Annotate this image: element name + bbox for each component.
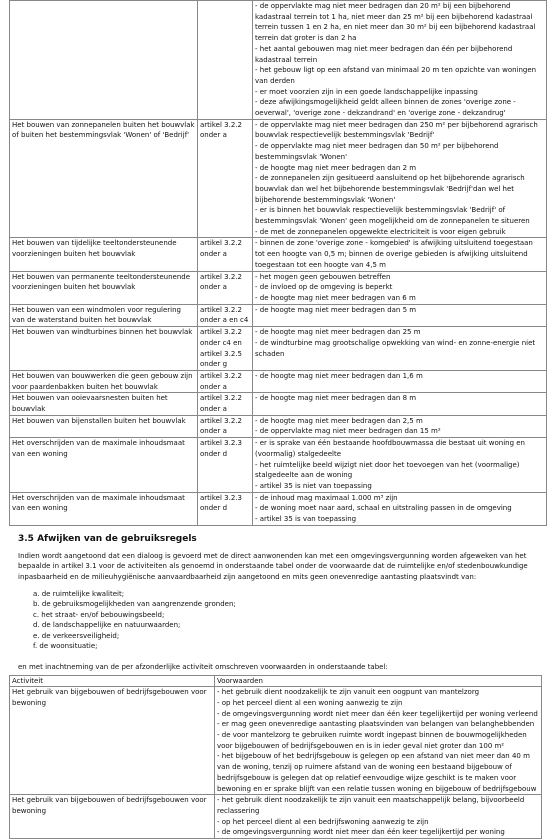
condition-line: - de omgevingsvergunning wordt niet meer dan één keer tegelijkertijd per woning [217,828,505,837]
criterion-item: a. de ruimtelijke kwaliteit; [33,589,125,598]
article-cell [198,1,253,120]
column-header-conditions: Voorwaarden [215,675,542,687]
condition-line: - artikel 35 is niet van toepassing [255,481,372,490]
condition-line: - de hoogte mag niet meer bedragen dan 25 m [255,328,421,337]
condition-line: - de hoogte mag niet meer bedragen dan 2,5 m [255,416,423,425]
criterion-item: c. het straat- en/of bebouwingsbeeld; [33,610,165,619]
activity-cell [10,1,198,120]
condition-line: - het mogen geen gebouwen betreffen [255,272,391,281]
activity-cell: Het bouwen van bouwwerken die geen gebouw zijn voor paardenbakken buiten het bouwvlak [10,370,198,392]
article-cell: artikel 3.2.2 onder a [198,271,253,304]
conditions-cell [253,238,547,271]
condition-line: - de windturbine mag grootschalige opwekking van wind- en zonne-energie niet schaden [255,338,536,358]
condition-line: - de omgevingsvergunning wordt niet meer dan één keer tegelijkertijd per woning verleend [217,709,538,718]
article-cell: artikel 3.2.3 onder d [198,492,253,525]
condition-line: - het gebruik dient noodzakelijk te zijn vanuit een oogpunt van mantelzorg [217,688,480,697]
criteria-list [0,589,544,652]
condition-line: - het bijgebouw of het bedrijfsgebouw is gelegen op een afstand van niet meer dan 40 m van de woning, tenzij op ruimere afstand van de woning een bestaand bijgebouw of bedrijfsgebouw is gelegen dat op relatief eenvoudige wijze geschikt is te maken voor bewoning en er sprake blijft van een relatie tussen woning en bijgebouw of bedrijfsgebouw [217,752,537,793]
condition-line: - de hoogte mag niet meer bedragen dan 1,6 m [255,371,423,380]
condition-line: - de met de zonnepanelen opgewekte electriciteit is voor eigen gebruik [255,227,506,236]
criterion-item: d. de landschappelijke en natuurwaarden; [33,621,181,630]
table-row [10,795,542,839]
activity-cell: Het overschrijden van de maximale inhoudsmaat van een woning [10,438,198,493]
table-row [10,304,547,326]
condition-line: - de hoogte mag niet meer bedragen van 6 m [255,293,416,302]
condition-line: - het gebruik dient noodzakelijk te zijn vanuit een maatschappelijk belang, bijvoorbeeld reclassering [217,796,525,815]
table-row [10,238,547,271]
condition-line: - er is binnen het bouwvlak respectievelijk bestemmingsvlak 'Bedrijf' of bestemmingsvlak 'Wonen' geen mogelijkheid om de zonnepanelen te situeren [255,206,530,226]
activity-cell: Het bouwen van ooievaarsnesten buiten het bouwvlak [10,393,198,415]
exemption-table [9,0,547,526]
conditions-cell [253,1,547,120]
conditions-cell [253,415,547,437]
activity-cell: Het overschrijden van de maximale inhoudsmaat van een woning [10,492,198,525]
conditions-cell [253,327,547,371]
table-row [10,327,547,371]
condition-line: - de oppervlakte mag niet meer bedragen dan 250 m² per bijbehorend agrarisch bouwvlak respectievelijk bestemmingsvlak 'Bedrijf' [255,120,538,140]
conditions-cell [215,795,542,839]
conditions-cell [253,492,547,525]
table-row [10,492,547,525]
table-row [10,119,547,238]
condition-line: - er is sprake van één bestaande hoofdbouwmassa die bestaat uit woning en (voormalig) stalgedeelte [255,439,525,458]
condition-line: - er mag geen onevenredige aantasting plaatsvinden van belangen van belanghebbenden [217,720,535,729]
condition-line: - deze afwijkingsmogelijkheid geldt alleen binnen de zones 'overige zone - oeverwal', 'overige zone - dekzandrand' en 'overige zone - dekzandrug' [255,98,516,118]
activity-cell: Het bouwen van bijenstallen buiten het bouwvlak [10,415,198,437]
conditions-cell [253,370,547,392]
use-exemption-table [9,675,542,839]
table-row [10,687,542,795]
activity-cell: Het bouwen van een windmolen voor regulering van de waterstand buiten het bouwvlak [10,304,198,326]
table-row [10,438,547,493]
table-row [10,393,547,415]
criterion-item: b. de gebruiksmogelijkheden van aangrenzende gronden; [33,600,236,609]
table-row [10,370,547,392]
activity-cell: Het bouwen van permanente teeltondersteunende voorzieningen buiten het bouwvlak [10,271,198,304]
activity-cell: Het bouwen van windturbines binnen het bouwvlak [10,327,198,371]
article-cell: artikel 3.2.3 onder d [198,438,253,493]
table-row [10,415,547,437]
conditions-cell [215,687,542,795]
condition-line: - de hoogte mag niet meer bedragen dan 8 m [255,394,417,403]
condition-line: - artikel 35 is van toepassing [255,515,357,524]
condition-line: - de oppervlakte mag niet meer bedragen dan 50 m² per bijbehorend bestemmingsvlak 'Wonen' [255,142,499,161]
conditions-cell [253,438,547,493]
article-cell: artikel 3.2.2 onder a [198,370,253,392]
article-cell: artikel 3.2.2 onder a [198,119,253,238]
condition-line: - de oppervlakte mag niet meer bedragen dan 15 m² [255,427,441,436]
criterion-item: f. de woonsituatie; [33,642,98,651]
section-intro: Indien wordt aangetoond dat een dialoog is gevoerd met de direct aanwonenden kan met een omgevingsvergunning worden afgeweken van het bepaalde in artikel 3.1 voor de activiteiten als genoemd in onderstaande tabel onder de voorwaarde dat de ruimtelijke en/of stedenbouwkundige inpasbaarheid en de milieuhygiënische aanvaardbaarheid zijn aangetoond en mits geen onevenredige aantasting plaatsvindt van: [18,551,528,582]
condition-line: - de invloed op de omgeving is beperkt [255,283,393,292]
condition-line: - op het perceel dient al een bedrijfswoning aanwezig te zijn [217,817,429,826]
condition-line: - de oppervlakte mag niet meer bedragen dan 20 m² bij een bijbehorend kadastraal terrein tot 1 ha, niet meer dan 25 m² bij een bijbehorend kadastraal terrein tussen 1 en 2 ha, en niet meer dan 30 m² bij een bijbehorend kadastraal terrein dat groter is dan 2 ha [255,2,536,43]
condition-line: - binnen de zone 'overige zone - komgebied' is afwijking uitsluitend toegestaan tot een hoogte van 0,5 m; binnen de overige gebieden is afwijking uitsluitend toegestaan tot een hoogte van 4,5 m [255,239,533,269]
condition-line: - het gebouw ligt op een afstand van minimaal 20 m ten opzichte van woningen van derden [255,66,537,85]
condition-line: - op het perceel dient al een woning aanwezig te zijn [217,698,403,707]
article-cell: artikel 3.2.2 onder a [198,415,253,437]
article-cell: artikel 3.2.2 onder c4 en artikel 3.2.5 onder g [198,327,253,371]
article-cell: artikel 3.2.2 onder a en c4 [198,304,253,326]
section-heading: 3.5 Afwijken van de gebruiksregels [18,533,197,544]
criterion-item: e. de verkeersveiligheid; [33,631,120,640]
condition-line: - het aantal gebouwen mag niet meer bedragen dan één per bijbehorend kadastraal terrein [255,44,513,64]
activity-cell: Het bouwen van zonnepanelen buiten het bouwvlak of buiten het bestemmingsvlak 'Wonen' of 'Bedrijf' [10,119,198,238]
activity-cell: Het gebruik van bijgebouwen of bedrijfsgebouwen voor bewoning [10,795,215,839]
table-header-row [10,675,542,687]
article-cell: artikel 3.2.2 onder a [198,393,253,415]
table-row [10,271,547,304]
article-cell: artikel 3.2.2 onder a [198,238,253,271]
condition-line: - er moet voorzien zijn in een goede landschappelijke inpassing [255,87,478,96]
activity-cell: Het gebruik van bijgebouwen of bedrijfsgebouwen voor bewoning [10,687,215,795]
conditions-cell [253,393,547,415]
conditions-cell [253,119,547,238]
condition-line: - het ruimtelijke beeld wijzigt niet door het toevoegen van het (voormalige) stalgedeelte aan de woning [255,460,520,480]
condition-line: - de zonnepanelen zijn gesitueerd aansluitend op het bijbehorende agrarisch bouwvlak dan wel het bijbehorende bestemmingsvlak 'Bedrijf'dan wel het bijbehorende bestemmingsvlak 'Wonen' [255,174,525,204]
condition-line: - de inhoud mag maximaal 1.000 m³ zijn [255,493,398,502]
condition-line: - de voor mantelzorg te gebruiken ruimte wordt ingepast binnen de bouwmogelijkheden voor bijgebouwen of bedrijfsgebouwen en is in ieder geval niet groter dan 100 m² [217,731,527,750]
table-row [10,1,547,120]
section-outro: en met inachtneming van de per afzonderlijke activiteit omschreven voorwaarden in onderstaande tabel: [18,662,388,671]
activity-cell: Het bouwen van tijdelijke teeltondersteunende voorzieningen buiten het bouwvlak [10,238,198,271]
condition-line: - de hoogte mag niet meer bedragen dan 5 m [255,305,417,314]
conditions-cell [253,271,547,304]
condition-line: - de hoogte mag niet meer bedragen dan 2 m [255,163,417,172]
column-header-activity: Activiteit [10,675,215,687]
conditions-cell [253,304,547,326]
condition-line: - de woning moet naar aard, schaal en uitstraling passen in de omgeving [255,504,512,513]
